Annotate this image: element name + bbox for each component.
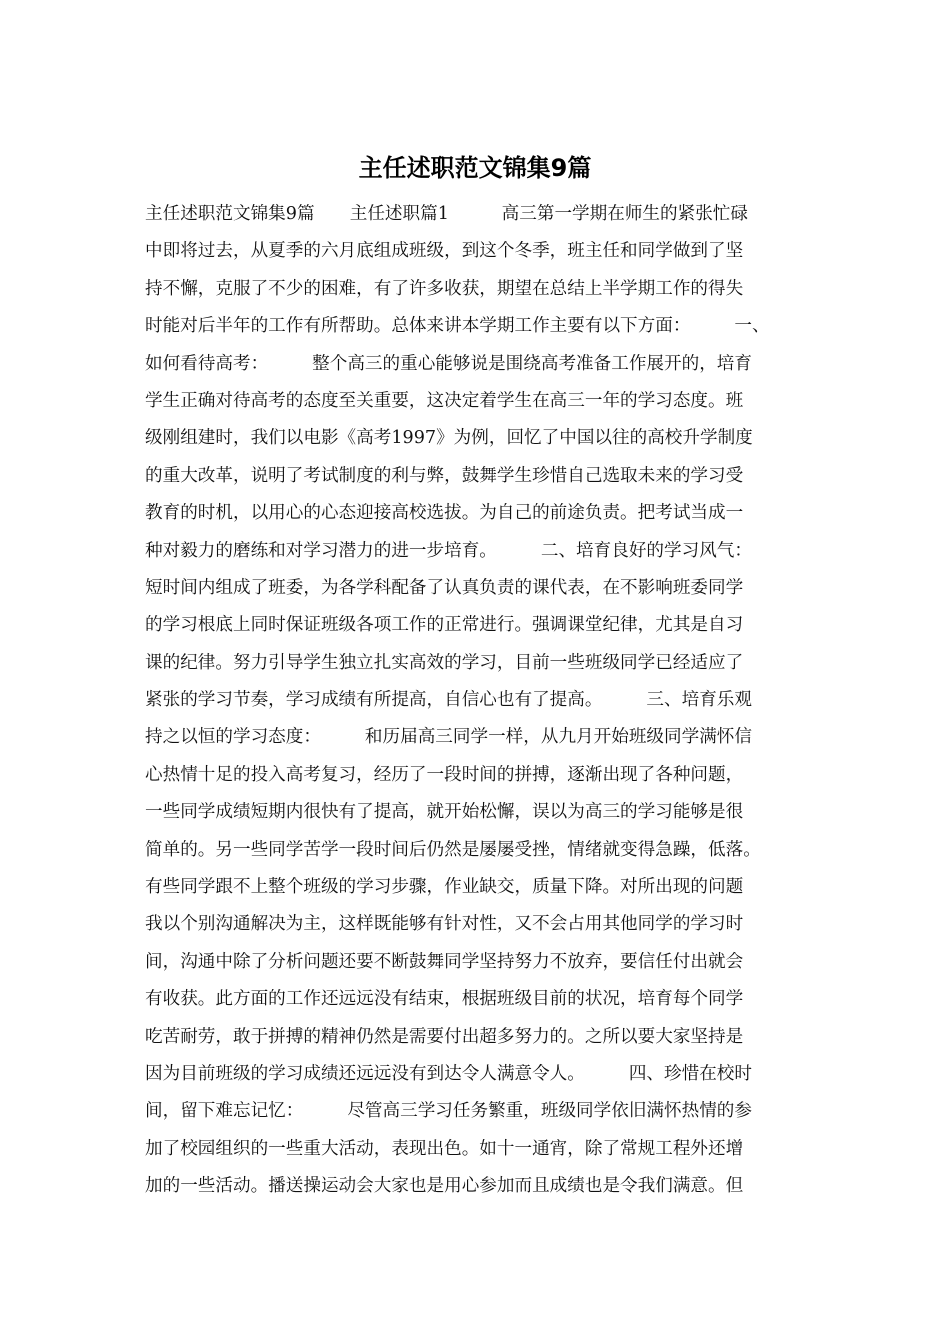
body-line: 吃苦耐劳，敢于拼搏的精神仍然是需要付出超多努力的。之所以要大家坚持是 (145, 1026, 744, 1047)
body-line: 种对毅力的磨练和对学习潜力的进一步培育。 二、培育良好的学习风气： (145, 540, 752, 561)
body-line: 级刚组建时，我们以电影《高考1997》为例，回忆了中国以往的高校升学制度 (145, 428, 753, 449)
document-body (145, 196, 825, 1206)
document-title: 主任述职范文锦集9篇 (358, 154, 592, 182)
body-line: 的学习根底上同时保证班级各项工作的正常进行。强调课堂纪律，尤其是自习 (145, 615, 744, 636)
body-line: 间，沟通中除了分析问题还要不断鼓舞同学坚持努力不放弃，要信任付出就会 (145, 951, 744, 972)
body-line: 间，留下难忘记忆： 尽管高三学习任务繁重，班级同学依旧满怀热情的参 (145, 1101, 752, 1122)
body-line: 中即将过去，从夏季的六月底组成班级，到这个冬季，班主任和同学做到了坚 (145, 241, 744, 262)
body-line: 教育的时机，以用心的心态迎接高校选拔。为自己的前途负责。把考试当成一 (145, 503, 744, 524)
body-line: 有收获。此方面的工作还远远没有结束，根据班级目前的状况，培育每个同学 (145, 989, 744, 1010)
body-line: 学生正确对待高考的态度至关重要，这决定着学生在高三一年的学习态度。班 (145, 390, 744, 411)
body-line: 心热情十足的投入高考复习，经历了一段时间的拼搏，逐渐出现了各种问题， (145, 764, 744, 785)
body-line: 短时间内组成了班委，为各学科配备了认真负责的课代表，在不影响班委同学 (145, 577, 744, 598)
body-line: 主任述职范文锦集9篇 主任述职篇1 高三第一学期在师生的紧张忙碌 (145, 204, 748, 224)
body-line: 简单的。另一些同学苦学一段时间后仍然是屡屡受挫，情绪就变得急躁，低落。 (145, 839, 761, 860)
body-line: 我以个别沟通解决为主，这样既能够有针对性，又不会占用其他同学的学习时 (145, 914, 744, 935)
body-line: 加了校园组织的一些重大活动，表现出色。如十一通宵，除了常规工程外还增 (145, 1138, 744, 1159)
body-line: 如何看待高考： 整个高三的重心能够说是围绕高考准备工作展开的，培育 (145, 353, 752, 374)
body-line: 课的纪律。努力引导学生独立扎实高效的学习，目前一些班级同学已经适应了 (145, 652, 744, 673)
body-line: 时能对后半年的工作有所帮助。总体来讲本学期工作主要有以下方面： 一、 (145, 316, 770, 337)
body-line: 持之以恒的学习态度： 和历届高三同学一样，从九月开始班级同学满怀信 (145, 727, 752, 748)
body-line: 一些同学成绩短期内很快有了提高，就开始松懈，误以为高三的学习能够是很 (145, 802, 744, 823)
body-line: 因为目前班级的学习成绩还远远没有到达令人满意令人。 四、珍惜在校时 (145, 1063, 752, 1084)
body-line: 有些同学跟不上整个班级的学习步骤，作业缺交，质量下降。对所出现的问题 (145, 877, 744, 898)
body-line: 紧张的学习节奏，学习成绩有所提高，自信心也有了提高。 三、培育乐观 (145, 690, 752, 711)
body-line: 的重大改革，说明了考试制度的利与弊，鼓舞学生珍惜自己选取未来的学习受 (145, 465, 744, 486)
body-line: 持不懈，克服了不少的困难，有了许多收获，期望在总结上半学期工作的得失 (145, 278, 744, 299)
body-line: 加的一些活动。播送操运动会大家也是用心参加而且成绩也是令我们满意。但 (145, 1176, 744, 1197)
